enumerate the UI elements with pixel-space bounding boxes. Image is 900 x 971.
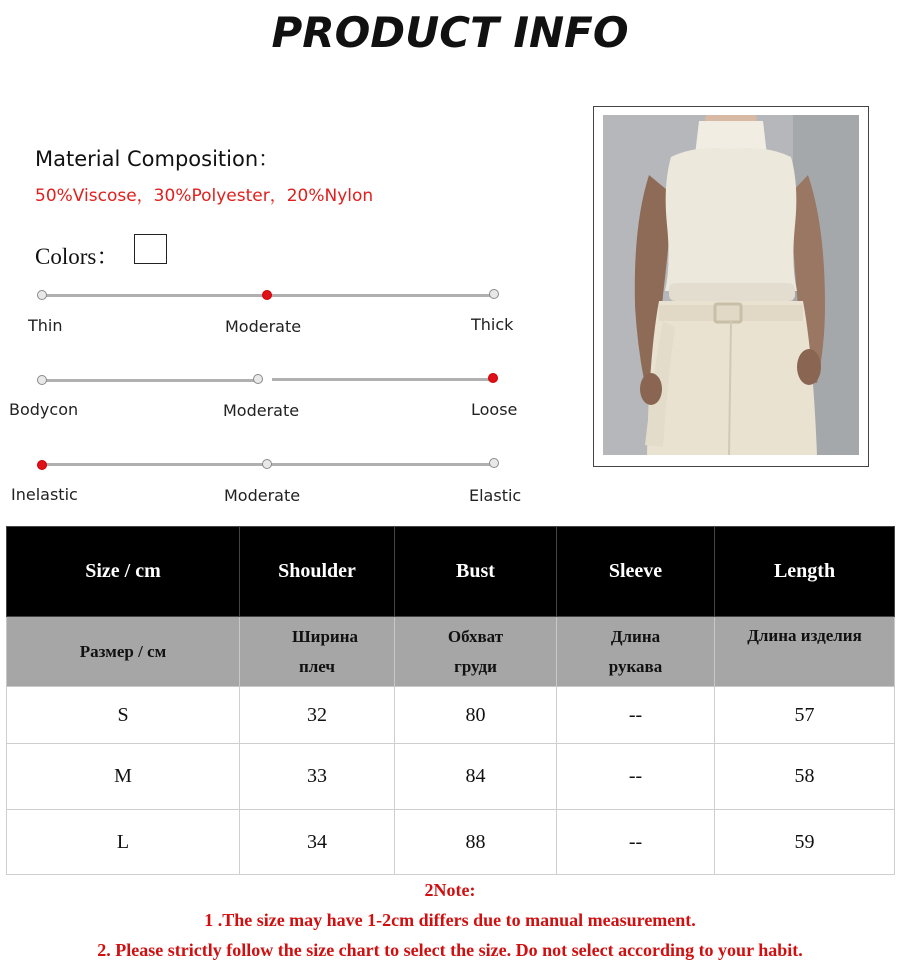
scale-dot-thin — [37, 290, 47, 300]
cell-bust: 88 — [395, 810, 557, 875]
material-composition-label: Material Composition： — [35, 147, 280, 171]
cell-sleeve: -- — [557, 810, 715, 875]
scale-label-bodycon: Bodycon — [9, 400, 79, 419]
cell-size: S — [7, 687, 240, 744]
table-row — [7, 810, 895, 875]
scale-label-thick: Thick — [471, 315, 514, 334]
elasticity-scale — [0, 454, 560, 514]
cell-size: M — [7, 744, 240, 810]
scale-dot-bodycon — [37, 375, 47, 385]
cell-length: 59 — [715, 810, 895, 875]
scale-label-elastic: Elastic — [469, 486, 522, 505]
scale-label-moderate: Moderate — [225, 317, 302, 336]
header-length: Length — [715, 527, 895, 617]
scale-label-loose: Loose — [471, 400, 518, 419]
table-row — [7, 744, 895, 810]
subheader-length: Длина изделия — [715, 617, 895, 687]
size-notes — [0, 875, 900, 965]
header-bust: Bust — [395, 527, 557, 617]
size-chart-table — [6, 526, 895, 875]
page-title: PRODUCT INFO — [271, 8, 629, 57]
subheader-shoulder: Ширина плеч — [240, 617, 395, 687]
colors-label: Colors： — [35, 244, 120, 269]
scale-dot-moderate — [262, 459, 272, 469]
cell-shoulder: 34 — [240, 810, 395, 875]
scale-track-left — [46, 379, 254, 382]
product-illustration — [603, 115, 859, 455]
product-photo — [603, 115, 859, 455]
cell-shoulder: 33 — [240, 744, 395, 810]
scale-dot-inelastic — [37, 460, 47, 470]
scale-dot-moderate — [253, 374, 263, 384]
header-shoulder: Shoulder — [240, 527, 395, 617]
scale-dot-loose — [488, 373, 498, 383]
note-line-2: 2. Please strictly follow the size chart to select the size. Do not select according to your habit. — [97, 940, 803, 960]
note-title: 2Note: — [424, 880, 476, 900]
scale-dot-elastic — [489, 458, 499, 468]
cell-length: 57 — [715, 687, 895, 744]
header-sleeve: Sleeve — [557, 527, 715, 617]
scale-dot-thick — [489, 289, 499, 299]
cell-size: L — [7, 810, 240, 875]
scale-track-right — [272, 378, 490, 381]
subheader-size: Размер / см — [7, 617, 240, 687]
table-subheader-row — [7, 617, 895, 687]
cell-sleeve: -- — [557, 687, 715, 744]
cell-shoulder: 32 — [240, 687, 395, 744]
subheader-bust: Обхват груди — [395, 617, 557, 687]
scale-label-moderate: Moderate — [223, 401, 300, 420]
scale-label-moderate: Moderate — [224, 486, 301, 505]
header-size: Size / cm — [7, 527, 240, 617]
color-swatch-white — [134, 234, 167, 264]
fit-scale — [0, 369, 560, 429]
cell-sleeve: -- — [557, 744, 715, 810]
material-composition-value: 50%Viscose，30%Polyester，20%Nylon — [35, 186, 374, 206]
scale-label-inelastic: Inelastic — [11, 485, 78, 504]
scale-dot-moderate — [262, 290, 272, 300]
note-line-1: 1 .The size may have 1-2cm differs due to manual measurement. — [204, 910, 696, 930]
cell-length: 58 — [715, 744, 895, 810]
thickness-scale — [0, 285, 560, 345]
product-photo-frame — [593, 106, 869, 467]
scale-label-thin: Thin — [28, 316, 63, 335]
cell-bust: 80 — [395, 687, 557, 744]
table-header-row — [7, 527, 895, 617]
subheader-sleeve: Длина рукава — [557, 617, 715, 687]
cell-bust: 84 — [395, 744, 557, 810]
table-row — [7, 687, 895, 744]
